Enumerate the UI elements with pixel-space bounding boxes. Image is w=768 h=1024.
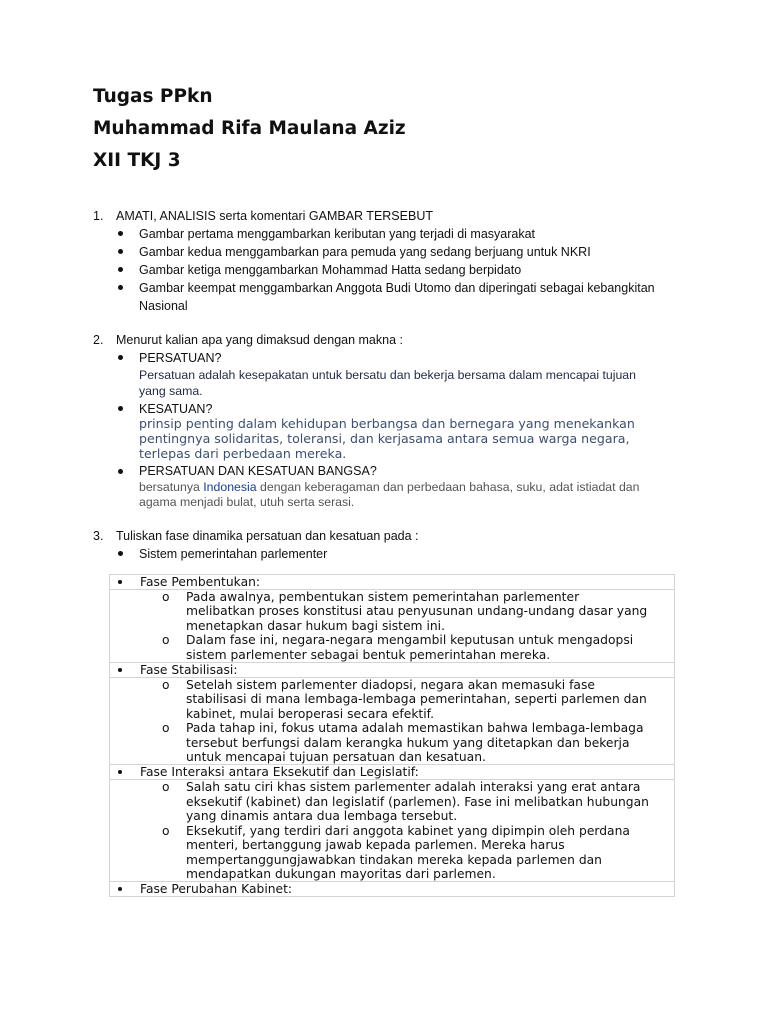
bullet-icon: [118, 355, 123, 360]
bullet-icon: [118, 267, 123, 272]
definition-line: yang sama.: [139, 384, 203, 398]
bullet-icon: [118, 887, 122, 891]
answer-line: Gambar ketiga menggambarkan Mohammad Hatta sedang berpidato: [139, 263, 522, 277]
student-name: Muhammad Rifa Maulana Aziz: [93, 118, 406, 139]
sub-item: o Pada tahap ini, fokus utama adalah memastikan bahwa lembaga-lembaga tersebut berfungsi dalam kerangka hukum yang ditetapkan dan bekerja untuk mencapai tujuan persatuan dan kesatuan.: [162, 721, 644, 765]
circle-bullet-icon: o: [162, 823, 170, 838]
phase-row: [109, 663, 675, 678]
student-class: XII TKJ 3: [93, 150, 181, 171]
bullet-icon: [118, 231, 123, 236]
phase-title: Fase Perubahan Kabinet:: [110, 882, 674, 896]
definition-line: pentingnya solidaritas, toleransi, dan kerjasama antara semua warga negara,: [139, 431, 630, 446]
phase-title: Fase Pembentukan:: [110, 575, 674, 589]
term-label: KESATUAN?: [139, 402, 213, 416]
question-text: Menurut kalian apa yang dimaksud dengan makna :: [116, 333, 403, 347]
bullet-icon: [118, 469, 123, 474]
phase-body: [109, 590, 675, 663]
sub-item: o Dalam fase ini, negara-negara mengambil keputusan untuk mengadopsi sistem parlementer sebagai bentuk pemerintahan mereka.: [162, 633, 634, 662]
bullet-icon: [118, 406, 123, 411]
bullet-icon: [118, 580, 122, 584]
bullet-icon: [118, 285, 123, 290]
phase-body: [109, 780, 675, 882]
term-label: PERSATUAN?: [139, 351, 222, 365]
phase-body: [109, 678, 675, 765]
sub-item: o Eksekutif, yang terdiri dari anggota kabinet yang dipimpin oleh perdana menteri, bertanggung jawab kepada parlemen. Mereka harus mempertanggungjawabkan tindakan mereka kepada parlemen dan mendapatkan dukungan mayoritas dari parlemen.: [162, 823, 630, 881]
definition-line: bersatunya Indonesia dengan keberagaman dan perbedaan bahasa, suku, adat istiadat dan: [139, 480, 640, 494]
sub-item: o Pada awalnya, pembentukan sistem pemerintahan parlementer melibatkan proses konstitusi atau penyusunan undang-undang dasar yang menetapkan dasar hukum bagi sistem ini.: [162, 590, 648, 633]
answer-line: Gambar pertama menggambarkan keributan yang terjadi di masyarakat: [139, 227, 536, 241]
indonesia-link[interactable]: Indonesia: [203, 480, 257, 494]
answer-line: Gambar keempat menggambarkan Anggota Budi Utomo dan diperingati sebagai kebangkitan: [139, 281, 655, 295]
question-number: 2.: [93, 333, 104, 347]
bullet-icon: [118, 770, 122, 774]
circle-bullet-icon: o: [162, 633, 170, 648]
definition-line: prinsip penting dalam kehidupan berbangsa dan bernegara yang menekankan: [139, 416, 635, 431]
bullet-icon: [118, 249, 123, 254]
phase-row: [109, 882, 675, 897]
phase-title: Fase Interaksi antara Eksekutif dan Legislatif:: [110, 765, 674, 779]
phase-row: [109, 575, 675, 590]
circle-bullet-icon: o: [162, 721, 170, 736]
circle-bullet-icon: o: [162, 590, 170, 604]
sub-item: o Salah satu ciri khas sistem parlementer adalah interaksi yang erat antara eksekutif (kabinet) dan legislatif (parlemen). Fase ini melibatkan hubungan yang dinamis antara dua lembaga tersebut.: [162, 780, 649, 824]
document-title: Tugas PPkn: [93, 86, 213, 107]
circle-bullet-icon: o: [162, 780, 170, 795]
phase-title: Fase Stabilisasi:: [110, 663, 674, 677]
answer-line: Gambar kedua menggambarkan para pemuda yang sedang berjuang untuk NKRI: [139, 245, 591, 259]
definition-line: agama menjadi bulat, utuh serta serasi.: [139, 495, 355, 509]
sub-item: o Setelah sistem parlementer diadopsi, negara akan memasuki fase stabilisasi di mana lembaga-lembaga pemerintahan, seperti parlemen dan kabinet, mulai beroperasi secara efektif.: [162, 678, 647, 721]
term-label: PERSATUAN DAN KESATUAN BANGSA?: [139, 464, 377, 478]
phases-table: [109, 574, 675, 897]
question-number: 3.: [93, 529, 104, 543]
bullet-icon: [118, 551, 123, 556]
question-text: AMATI, ANALISIS serta komentari GAMBAR TERSEBUT: [116, 209, 433, 223]
definition-line: Persatuan adalah kesepakatan untuk bersatu dan bekerja bersama dalam mencapai tujuan: [139, 368, 636, 382]
circle-bullet-icon: o: [162, 678, 170, 693]
answer-line: Sistem pemerintahan parlementer: [139, 547, 328, 561]
answer-line-continued: Nasional: [139, 299, 188, 313]
question-number: 1.: [93, 209, 104, 223]
bullet-icon: [118, 668, 122, 672]
definition-line: terlepas dari perbedaan mereka.: [139, 446, 347, 461]
question-text: Tuliskan fase dinamika persatuan dan kesatuan pada :: [116, 529, 419, 543]
phase-row: [109, 765, 675, 780]
